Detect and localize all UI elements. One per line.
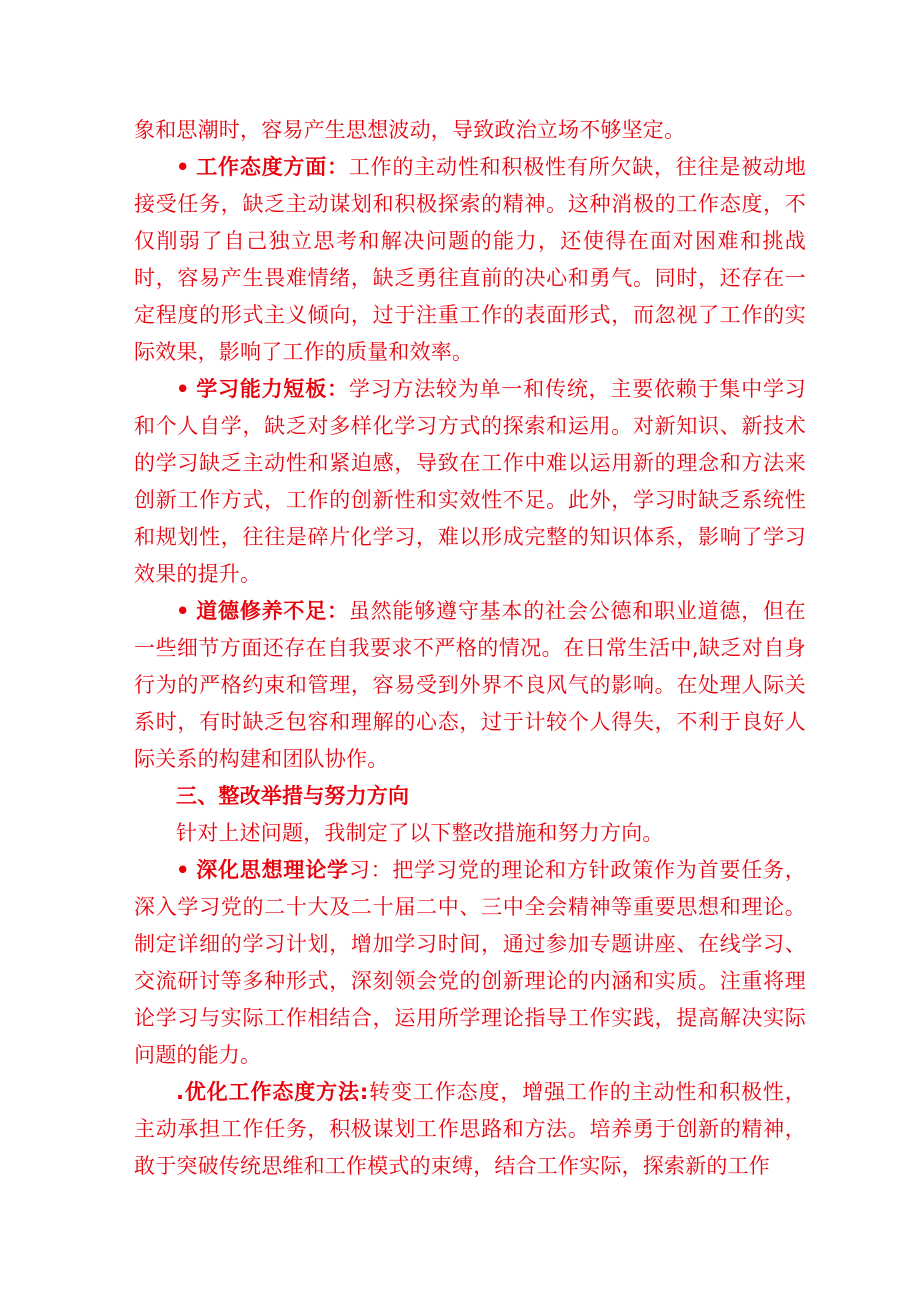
section-heading: 三、整改举措与努力方向 [176, 784, 410, 808]
paragraph-text: 学习方法较为单一和传统，主要依赖于集中学习和个人自学，缺乏对多样化学习方式的探索和运用。对新知识、新技术的学习缺乏主动性和紧迫感，导致在工作中难以运用新的理念和方法来创新工作方式，工作的创新性和实效性不足。此外，学习时缺乏系统性和规划性，往往是碎片化学习，难以形成完整的知识体系，影响了学习效果的提升。 [134, 377, 807, 586]
document-body [134, 112, 806, 1185]
paragraph-text: 工作的主动性和积极性有所欠缺，往往是被动地接受任务，缺乏主动谋划和积极探索的精神。这种消极的工作态度，不仅削弱了自己独立思考和解决问题的能力，还使得在面对困难和挑战时，容易产生畏难情绪，缺乏勇往直前的决心和勇气。同时，还存在一定程度的形式主义倾向，过于注重工作的表面形式，而忽视了工作的实际效果，影响了工作的质量和效率。 [134, 155, 807, 364]
paragraph-heading: 深化思想理论学 [195, 858, 349, 882]
bullet-icon: • [176, 155, 190, 179]
paragraph-moral-cultivation [134, 593, 806, 778]
paragraph-learning-ability [134, 371, 806, 593]
paragraph-heading: 道德修养不足： [195, 599, 349, 623]
paragraph-theory-study [134, 852, 806, 1074]
bullet-icon: • [176, 599, 190, 623]
paragraph-heading: .优化工作态度方法: [176, 1080, 369, 1104]
bullet-icon: • [176, 377, 190, 401]
paragraph-heading: 工作态度方面： [195, 155, 349, 179]
paragraph-text: 转变工作态度，增强工作的主动性和积极性，主动承担工作任务，积极谋划工作思路和方法。培养勇于创新的精神，敢于突破传统思维和工作模式的束缚，结合工作实际，探索新的工作 [134, 1080, 807, 1178]
paragraph-text: 针对上述问题，我制定了以下整改措施和努力方向。 [176, 821, 664, 845]
bullet-icon: • [176, 858, 190, 882]
paragraph-continuation [134, 112, 806, 149]
paragraph-text: 虽然能够遵守基本的社会公德和职业道德，但在一些细节方面还存在自我要求不严格的情况。在日常生活中,缺乏对自身行为的严格约束和管理，容易受到外界不良风气的影响。在处理人际关系时，有时缺乏包容和理解的心态，过于计较个人得失，不利于良好人际关系的构建和团队协作。 [134, 599, 807, 771]
paragraph-optimize-attitude [134, 1074, 806, 1185]
paragraph-heading: 学习能力短板： [195, 377, 349, 401]
paragraph-text: 习：把学习党的理论和方针政策作为首要任务，深入学习党的二十大及二十届二中、三中全会精神等重要思想和理论。制定详细的学习计划，增加学习时间，通过参加专题讲座、在线学习、交流研讨等多种形式，深刻领会党的创新理论的内涵和实质。注重将理论学习与实际工作相结合，运用所学理论指导工作实践，提高解决实际问题的能力。 [134, 858, 807, 1067]
paragraph-work-attitude [134, 149, 806, 371]
section-intro [134, 815, 806, 852]
paragraph-text: 象和思潮时，容易产生思想波动，导致政治立场不够坚定。 [134, 118, 686, 142]
